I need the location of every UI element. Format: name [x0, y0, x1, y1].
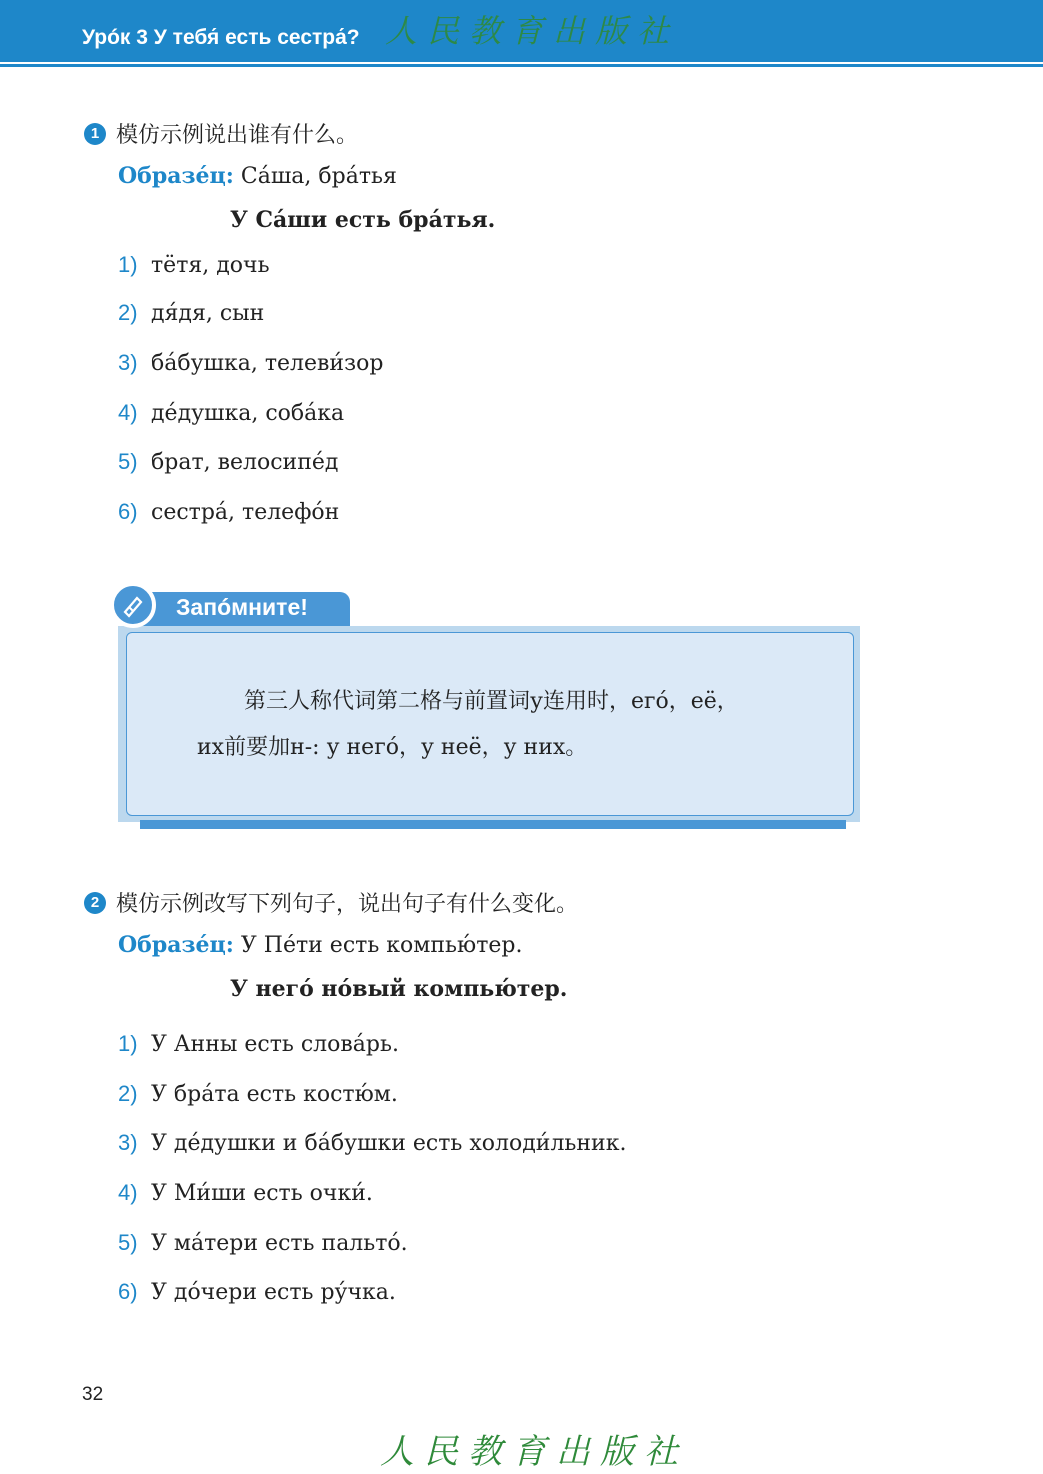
sample-text: У Пéти есть компью́тер. — [233, 933, 523, 958]
pencil-icon — [110, 582, 156, 628]
list-item: 5) У ма́тери есть пальто́. — [118, 1230, 408, 1256]
list-item: 5) брат, велосипе́д — [118, 449, 339, 475]
list-item: 4) де́душка, соба́ка — [118, 400, 345, 426]
list-item: 3) ба́бушка, телеви́зор — [118, 350, 384, 376]
exercise-1-heading — [84, 118, 358, 149]
exercise-instruction: 模仿示例改写下列句子，说出句子有什么变化。 — [116, 892, 579, 917]
sample-label: Образéц: — [118, 932, 234, 958]
note-box — [126, 632, 854, 816]
list-item: 4) У Ми́ши есть очки́. — [118, 1180, 373, 1206]
list-item: 1) У Анны есть слова́рь. — [118, 1031, 399, 1057]
publisher-watermark-top: 人民教育出版社 — [385, 12, 680, 50]
exercise-2-heading — [84, 887, 578, 918]
sample-answer: У Са́ши есть бра́тья. — [230, 207, 496, 233]
sample-label: Образéц: — [118, 163, 234, 189]
note-title: Запóмните! — [176, 594, 308, 620]
note-text-line-1: 第三人称代词第二格与前置词у连用时，егó，её， — [244, 689, 739, 714]
list-item: 2) дя́дя, сын — [118, 300, 265, 326]
list-item: 1) тётя, дочь — [118, 252, 270, 278]
list-item: 6) У до́чери есть ру́чка. — [118, 1279, 396, 1305]
list-item: 2) У бра́та есть костю́м. — [118, 1081, 398, 1107]
sample-answer: У негó нóвый компью́тер. — [230, 976, 568, 1002]
note-bottom-bar — [140, 820, 846, 829]
sample-text: Са́ша, бра́тья — [233, 164, 397, 189]
exercise-number-badge: 1 — [84, 123, 106, 145]
note-text-line-2: их前要加н-: у негó，у неё，у них。 — [197, 735, 588, 760]
lesson-title: Урóк 3 У тебя́ есть сестра́? — [82, 26, 360, 49]
publisher-watermark-bottom: 人民教育出版社 — [380, 1432, 688, 1472]
page-number: 32 — [82, 1384, 104, 1405]
exercise-instruction: 模仿示例说出谁有什么。 — [116, 123, 359, 148]
exercise-number-badge: 2 — [84, 892, 106, 914]
list-item: 6) сестра́, телефо́н — [118, 499, 340, 525]
exercise-2-sample — [118, 932, 522, 958]
header-rule — [0, 64, 1043, 67]
list-item: 3) У де́душки и ба́бушки есть холоди́льник. — [118, 1130, 627, 1156]
exercise-1-sample — [118, 163, 397, 189]
